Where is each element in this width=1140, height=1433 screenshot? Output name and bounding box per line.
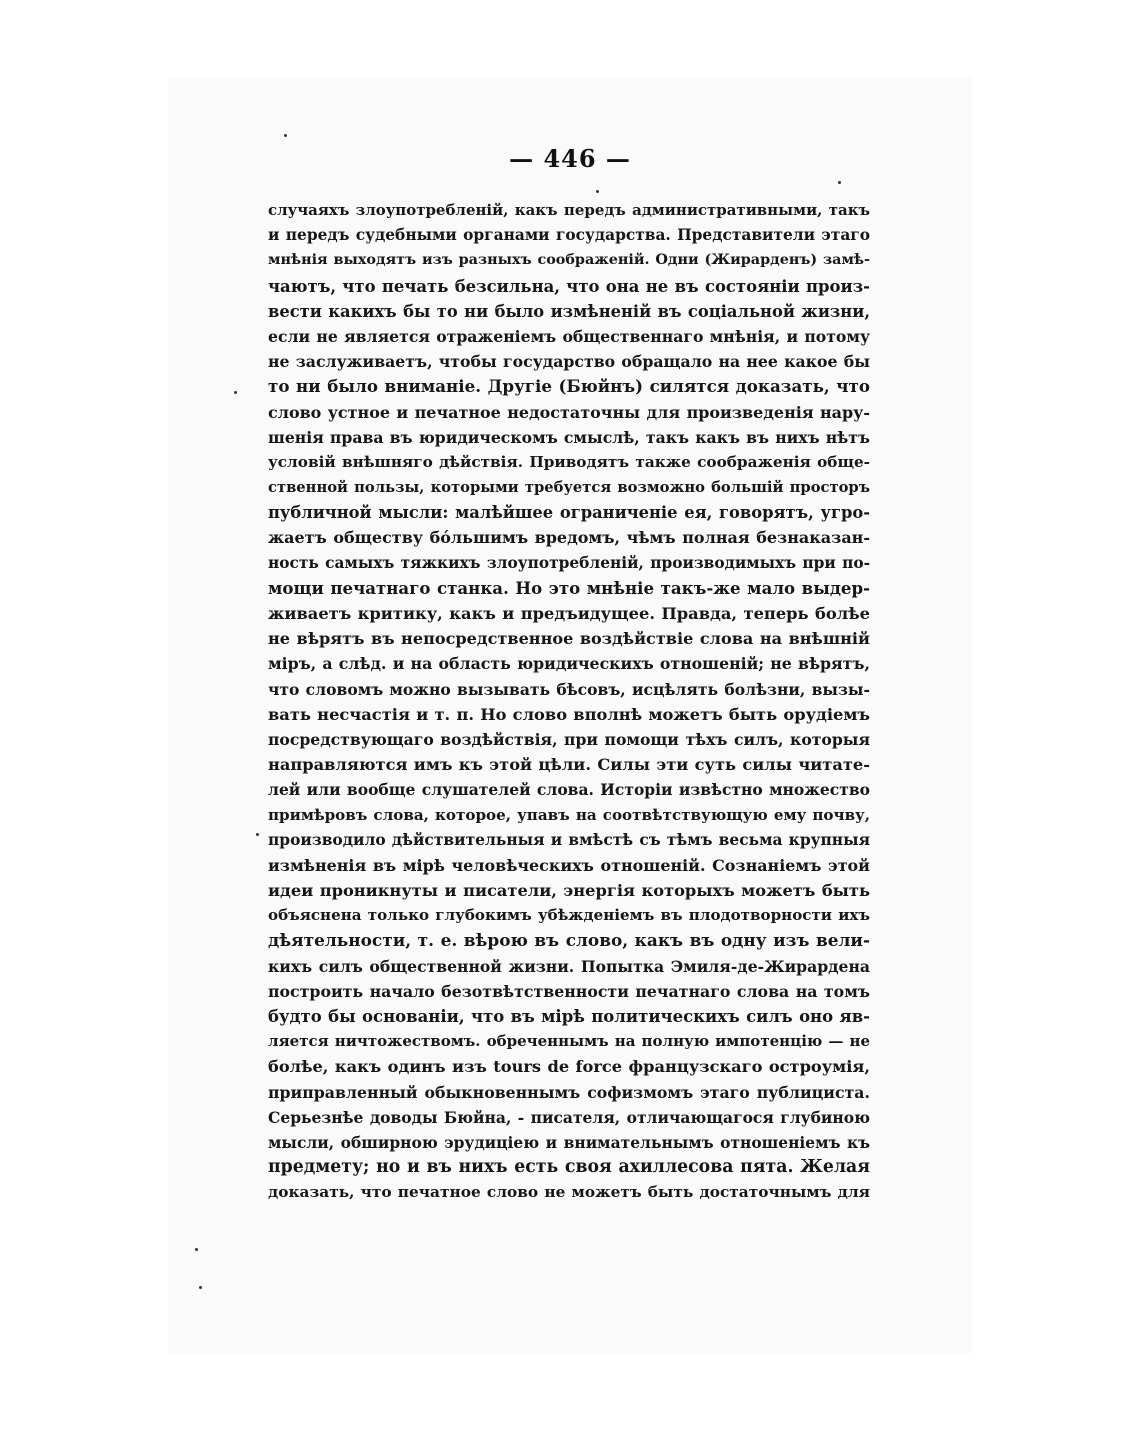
text-line: доказать, что печатное слово не можетъ быть достаточнымъ для (268, 1183, 870, 1202)
text-line: то ни было вниманіе. Другіе (Бюйнъ) силятся доказать, что (268, 376, 870, 397)
text-line: живаетъ критику, какъ и предъидущее. Правда, теперь болѣе (268, 604, 870, 623)
text-line: Серьезнѣе доводы Бюйна, - писателя, отличающагося глубиною (268, 1107, 870, 1127)
text-line: кихъ силъ общественной жизни. Попытка Эмиля-де-Жирардена (268, 956, 870, 976)
text-line: ляется ничтожествомъ. обреченнымъ на полную импотенцію — не (268, 1032, 870, 1051)
scan-speck (256, 833, 259, 836)
text-line: не вѣрятъ въ непосредственное воздѣйствіе слова на внѣшній (268, 629, 870, 649)
scan-speck (284, 134, 287, 137)
text-line: не заслуживаетъ, чтобы государство обращало на нее какое бы (268, 352, 870, 372)
text-line: ность самыхъ тяжкихъ злоупотребленій, производимыхъ при по- (268, 553, 870, 572)
text-line: производило дѣйствительныя и вмѣстѣ съ тѣмъ весьма крупныя (268, 830, 870, 849)
scan-speck (838, 181, 841, 184)
text-line: идеи проникнуты и писатели, энергія которыхъ можетъ быть (268, 881, 870, 901)
text-line: жаетъ обществу бóльшимъ вредомъ, чѣмъ полная безнаказан- (268, 528, 870, 548)
body-text (268, 198, 870, 1206)
text-line: что словомъ можно вызывать бѣсовъ, исцѣлять болѣзни, вызы- (268, 679, 870, 699)
scan-speck (195, 1248, 198, 1251)
text-line: болѣе, какъ одинъ изъ tours de force французскаго остроумія, (268, 1057, 870, 1077)
text-line: приправленный обыкновеннымъ софизмомъ этаго публициста. (268, 1082, 870, 1102)
text-line: ственной пользы, которыми требуется возможно большій просторъ (268, 479, 870, 497)
text-line: и передъ судебными органами государства. Представители этаго (268, 226, 870, 245)
text-line: измѣненія въ мірѣ человѣческихъ отношеній. Сознаніемъ этой (268, 855, 870, 875)
text-line: вести какихъ бы то ни было измѣненій въ соціальной жизни, (268, 301, 870, 321)
text-line: публичной мысли: малѣйшее ограниченіе ея, говорятъ, угро- (268, 503, 870, 523)
text-line: объяснена только глубокимъ убѣжденіемъ въ плодотворности ихъ (268, 906, 870, 925)
text-line: посредствующаго воздѣйствія, при помощи тѣхъ силъ, которыя (268, 729, 870, 749)
scan-speck (596, 190, 599, 193)
text-line: вать несчастія и т. п. Но слово вполнѣ можетъ быть орудіемъ (268, 704, 870, 724)
text-line: міръ, а слѣд. и на область юридическихъ отношеній; не вѣрятъ, (268, 654, 870, 674)
text-line: мнѣнія выходятъ изъ разныхъ соображеній. Одни (Жирарденъ) замѣ- (268, 252, 870, 269)
text-line: примѣровъ слова, которое, упавъ на соотвѣтствующую ему почву, (268, 805, 870, 824)
text-line: шенія права въ юридическомъ смыслѣ, такъ какъ въ нихъ нѣтъ (268, 427, 870, 447)
text-line: направляются имъ къ этой цѣли. Силы эти суть силы читате- (268, 755, 870, 775)
text-line: условій внѣшняго дѣйствія. Приводятъ также соображенія обще- (268, 452, 870, 471)
scan-speck (199, 1286, 202, 1289)
text-line: дѣятельности, т. е. вѣрою въ слово, какъ въ одну изъ вели- (268, 930, 870, 951)
text-line: чаютъ, что печать безсильна, что она не въ состояніи произ- (268, 276, 870, 296)
text-line: лей или вообще слушателей слова. Исторіи извѣстно множество (268, 780, 870, 800)
page-number: — 446 — (509, 144, 631, 173)
scan-speck (234, 391, 237, 394)
text-line: предмету; но и въ нихъ есть своя ахиллесова пята. Желая (268, 1157, 870, 1178)
text-line: случаяхъ злоупотребленій, какъ передъ административными, такъ (268, 201, 870, 219)
text-line: будто бы основаніи, что въ мірѣ политическихъ силъ оно яв- (268, 1007, 870, 1026)
text-line: мысли, обширною эрудиціею и внимательнымъ отношеніемъ къ (268, 1132, 870, 1152)
text-line: построить начало безотвѣтственности печатнаго слова на томъ (268, 981, 870, 1001)
text-line: мощи печатнаго станка. Но это мнѣніе такъ-же мало выдер- (268, 577, 870, 598)
text-line: слово устное и печатное недостаточны для произведенія нару- (268, 402, 870, 422)
text-line: если не является отраженіемъ общественнаго мнѣнія, и потому (268, 326, 870, 346)
